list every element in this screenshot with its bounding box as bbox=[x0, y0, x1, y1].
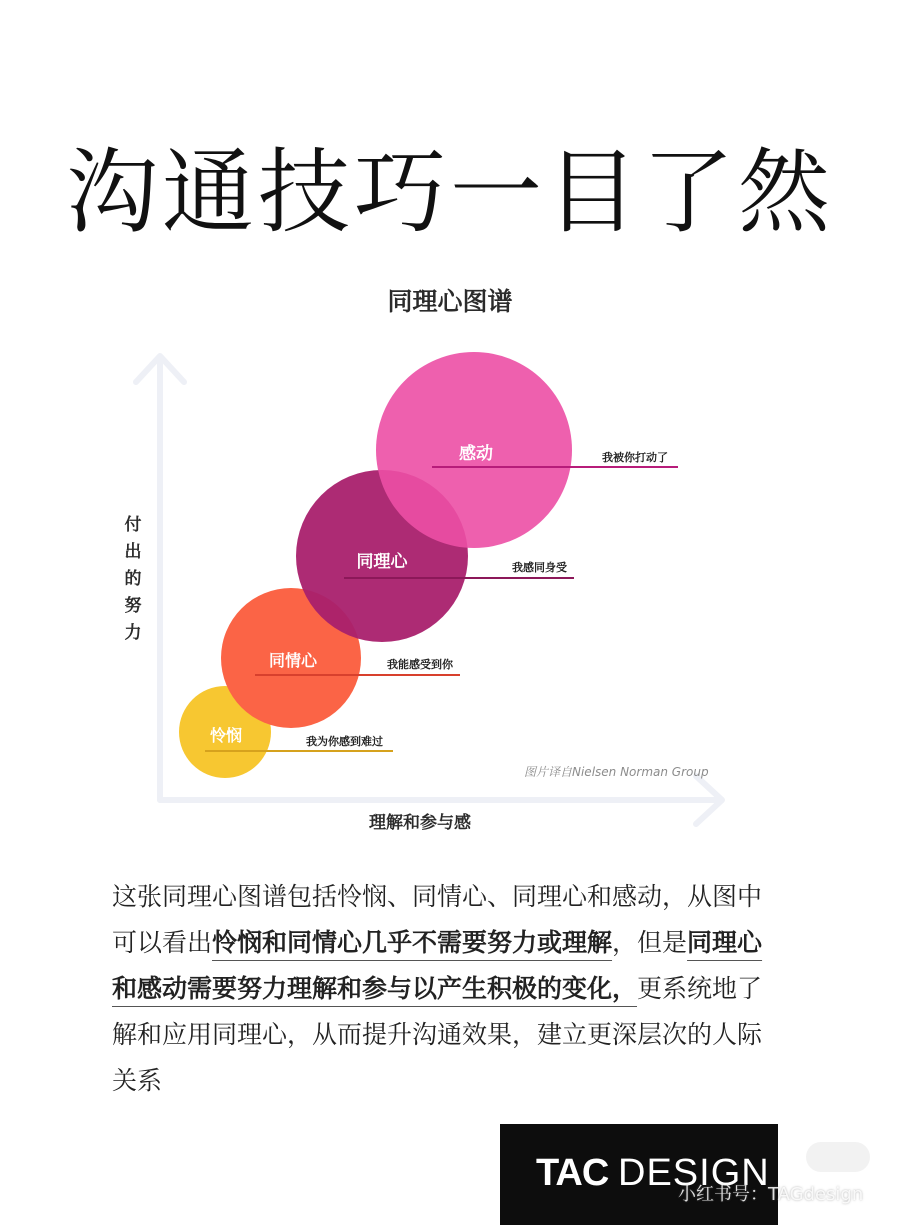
stage-desc-compassion: 我被你打动了 bbox=[602, 451, 668, 464]
stage-label-sympathy: 同情心 bbox=[268, 651, 318, 670]
page-title: 沟通技巧一目了然 bbox=[65, 139, 834, 246]
body-paragraph bbox=[112, 874, 784, 1104]
stage-label-empathy: 同理心 bbox=[356, 552, 408, 572]
body-text-segment: 这张同理心图谱包括怜悯、同情心、同理心和感动，从图中可以看出 bbox=[112, 882, 763, 957]
stage-desc-sympathy: 我能感受到你 bbox=[387, 658, 453, 671]
watermark-badge-icon bbox=[806, 1142, 870, 1172]
logo-tac-text: TAC bbox=[536, 1152, 609, 1194]
body-text-segment: 更系统地了解和应用同理心，从而提升沟通效果，建立更深层次的人际关系 bbox=[112, 974, 763, 1095]
brand-logo bbox=[500, 1124, 778, 1225]
body-highlight: 怜悯和同情心几乎不需要努力或理解 bbox=[212, 928, 613, 957]
stage-label-pity: 怜悯 bbox=[209, 726, 243, 745]
body-highlight: 同理心和感动需要努力理解和参与以产生积极的变化， bbox=[112, 928, 763, 1003]
stage-desc-pity: 我为你感到难过 bbox=[306, 735, 383, 748]
source-credit: 图片译自Nielsen Norman Group bbox=[524, 765, 709, 779]
chart-title: 同理心图谱 bbox=[387, 287, 513, 316]
stage-desc-empathy: 我感同身受 bbox=[512, 561, 567, 574]
stage-label-compassion: 感动 bbox=[459, 444, 493, 464]
logo-design-text: DESIGN bbox=[618, 1152, 770, 1194]
watermark: 小红书号：TAGdesign bbox=[678, 1184, 864, 1205]
x-axis-label: 理解和参与感 bbox=[369, 813, 471, 833]
y-axis-label: 付出的努力 bbox=[124, 515, 142, 643]
body-text-segment: ，但是 bbox=[612, 928, 688, 957]
